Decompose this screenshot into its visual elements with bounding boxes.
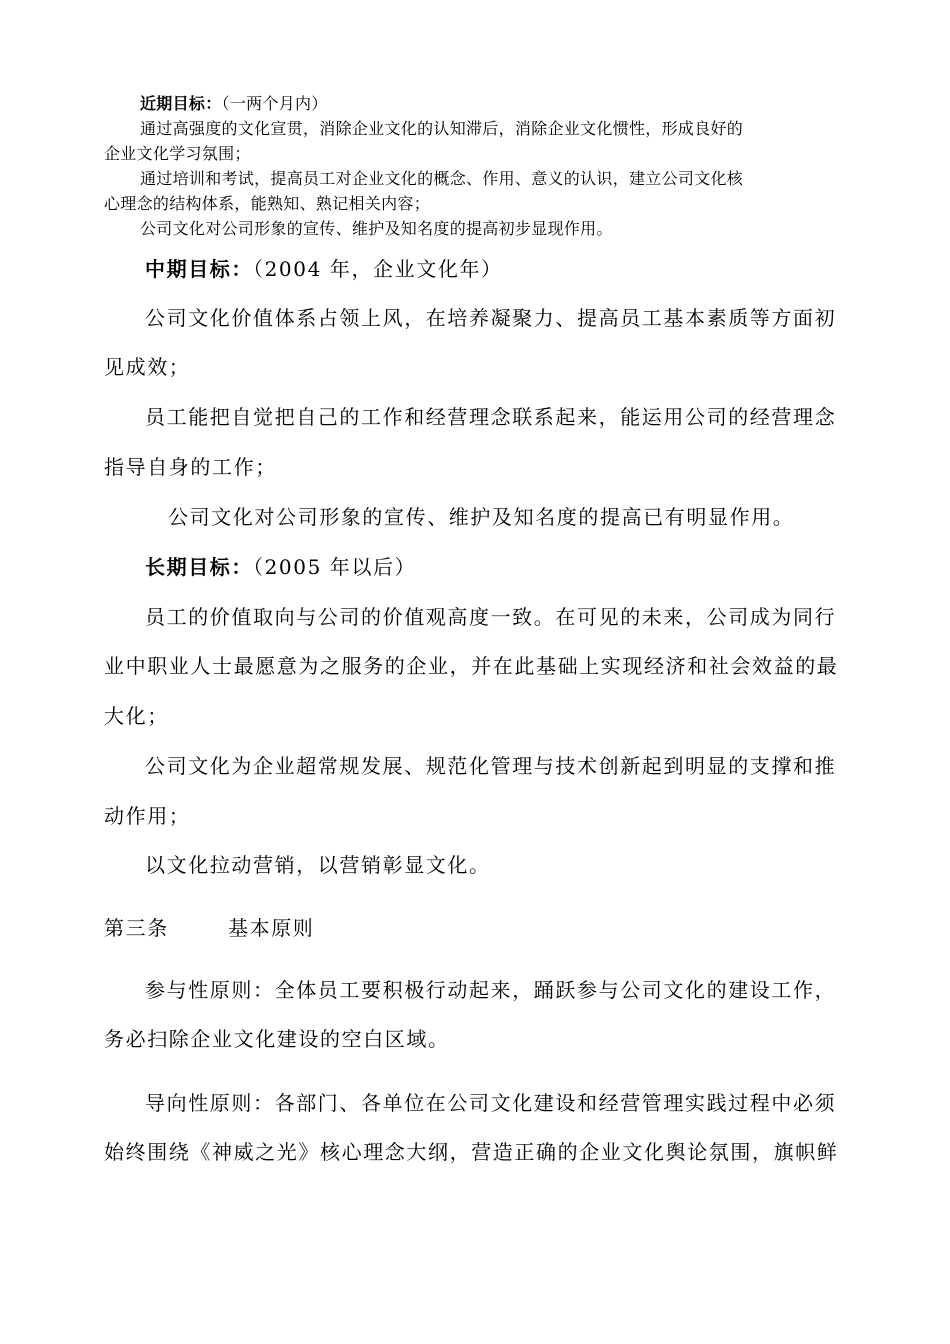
- mid-term-line-2: 见成效；: [104, 355, 191, 379]
- near-term-line-2: 企业文化学习氛围；: [104, 144, 251, 163]
- long-term-line-5: 动作用；: [104, 804, 191, 828]
- mid-term-period: （2004 年，企业文化年）: [253, 257, 503, 281]
- mid-term-line-5: 公司文化对公司形象的宣传、维护及知名度的提高已有明显作用。: [168, 505, 795, 529]
- near-term-line-5: 公司文化对公司形象的宣传、维护及知名度的提高初步显现作用。: [140, 219, 613, 238]
- near-term-line-1: 通过高强度的文化宣贯，消除企业文化的认知滞后，消除企业文化惯性，形成良好的: [140, 119, 744, 138]
- long-term-line-3: 大化；: [104, 704, 169, 728]
- long-term-line-6: 以文化拉动营销，以营销彰显文化。: [145, 853, 491, 877]
- long-term-line-4: 公司文化为企业超常规发展、规范化管理与技术创新起到明显的支撑和推: [145, 754, 837, 778]
- mid-term-line-4: 指导自身的工作；: [104, 455, 277, 479]
- mid-term-heading-line: [145, 259, 503, 279]
- article3-line-2: 务必扫除企业文化建设的空白区域。: [104, 1027, 450, 1051]
- article3-line-1: 参与性原则：全体员工要积极行动起来，踊跃参与公司文化的建设工作，: [145, 978, 837, 1002]
- near-term-heading-line: [140, 96, 328, 112]
- article3-line-4: 始终围绕《神威之光》核心理念大纲，营造正确的企业文化舆论氛围，旗帜鲜: [104, 1140, 839, 1164]
- article3-number: 第三条: [104, 916, 169, 940]
- long-term-line-1: 员工的价值取向与公司的价值观高度一致。在可见的未来，公司成为同行: [145, 605, 837, 629]
- article3-title: 基本原则: [228, 916, 315, 940]
- long-term-line-2: 业中职业人士最愿意为之服务的企业，并在此基础上实现经济和社会效益的最: [104, 654, 839, 678]
- long-term-period: （2005 年以后）: [253, 555, 417, 579]
- near-term-heading: 近期目标：: [140, 94, 222, 113]
- mid-term-heading: 中期目标：: [145, 257, 253, 281]
- long-term-heading: 长期目标：: [145, 555, 253, 579]
- near-term-line-4: 心理念的结构体系，能熟知、熟记相关内容；: [104, 194, 431, 213]
- mid-term-line-1: 公司文化价值体系占领上风，在培养凝聚力、提高员工基本素质等方面初: [145, 306, 837, 330]
- article3-line-3: 导向性原则：各部门、各单位在公司文化建设和经营管理实践过程中必须: [145, 1091, 837, 1115]
- long-term-heading-line: [145, 557, 416, 577]
- near-term-line-3: 通过培训和考试，提高员工对企业文化的概念、作用、意义的认识，建立公司文化核: [140, 169, 744, 188]
- near-term-period: （一两个月内）: [221, 94, 328, 113]
- mid-term-line-3: 员工能把自觉把自己的工作和经营理念联系起来，能运用公司的经营理念: [145, 405, 837, 429]
